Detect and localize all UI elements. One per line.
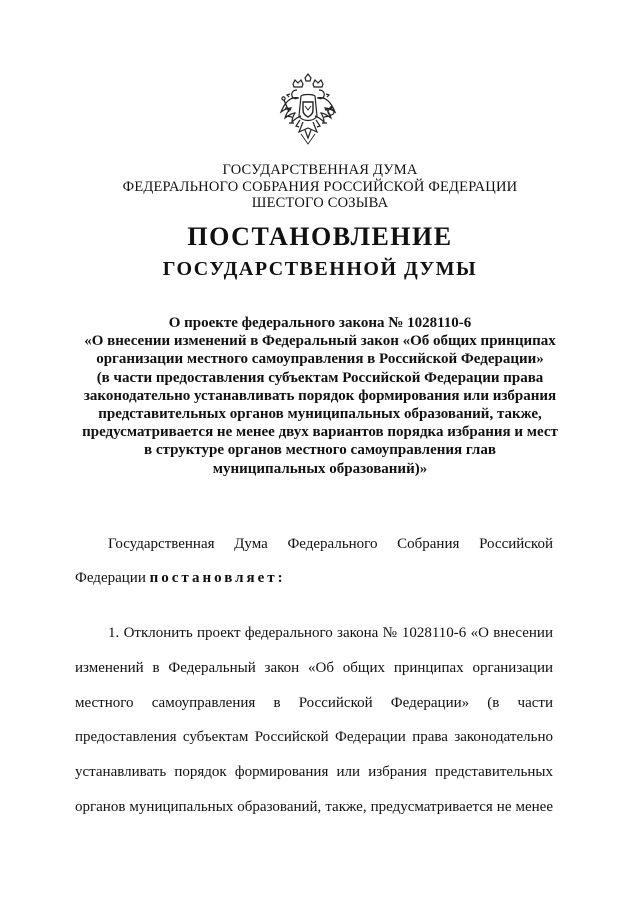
- state-emblem-icon: [275, 72, 341, 150]
- subject-line: муниципальных образований)»: [212, 460, 428, 477]
- resolves-verb: постановляет:: [149, 570, 286, 586]
- paragraph-line: изменений в Федеральный закон «Об общих принципах организации: [75, 660, 553, 676]
- subject-line: представительных органов муниципальных образований, также,: [98, 406, 542, 423]
- convocation-line: ШЕСТОГО СОЗЫВА: [251, 195, 389, 211]
- subject-line: «О внесении изменений в Федеральный закон «Об общих принципах: [84, 333, 556, 350]
- paragraph-line: устанавливать порядок формирования или избрания представительных: [75, 764, 553, 780]
- org-name-line-2: ФЕДЕРАЛЬНОГО СОБРАНИЯ РОССИЙСКОЙ ФЕДЕРАЦИИ: [122, 179, 518, 195]
- paragraph-line: местного самоуправления в Российской Федерации» (в части: [75, 695, 553, 711]
- preamble-prefix: Федерации: [75, 570, 150, 586]
- subject-line: предусматривается не менее двух вариантов порядка избрания и мест: [82, 424, 558, 441]
- preamble-line: [75, 569, 553, 587]
- document-subject: [40, 314, 600, 478]
- paragraph-line: 1. Отклонить проект федерального закона № 1028110-6 «О внесении: [108, 625, 553, 641]
- subject-line: организации местного самоуправления в Российской Федерации»: [96, 351, 544, 368]
- org-name-line-1: ГОСУДАРСТВЕННАЯ ДУМА: [222, 162, 418, 178]
- subject-line: в структуре органов местного самоуправления глав: [144, 442, 496, 459]
- document-issuer-title: ГОСУДАРСТВЕННОЙ ДУМЫ: [162, 258, 478, 280]
- paragraph-line: органов муниципальных образований, также, предусматривается не менее: [75, 799, 553, 815]
- document-type-title: ПОСТАНОВЛЕНИЕ: [187, 222, 453, 251]
- preamble-line: Государственная Дума Федерального Собрания Российской: [108, 536, 553, 552]
- subject-line: (в части предоставления субъектам Российской Федерации права: [96, 369, 544, 386]
- subject-line: О проекте федерального закона № 1028110-6: [168, 315, 472, 331]
- subject-line: законодательно устанавливать порядок формирования или избрания: [83, 387, 557, 404]
- paragraph-line: предоставления субъектам Российской Федерации права законодательно: [75, 729, 553, 745]
